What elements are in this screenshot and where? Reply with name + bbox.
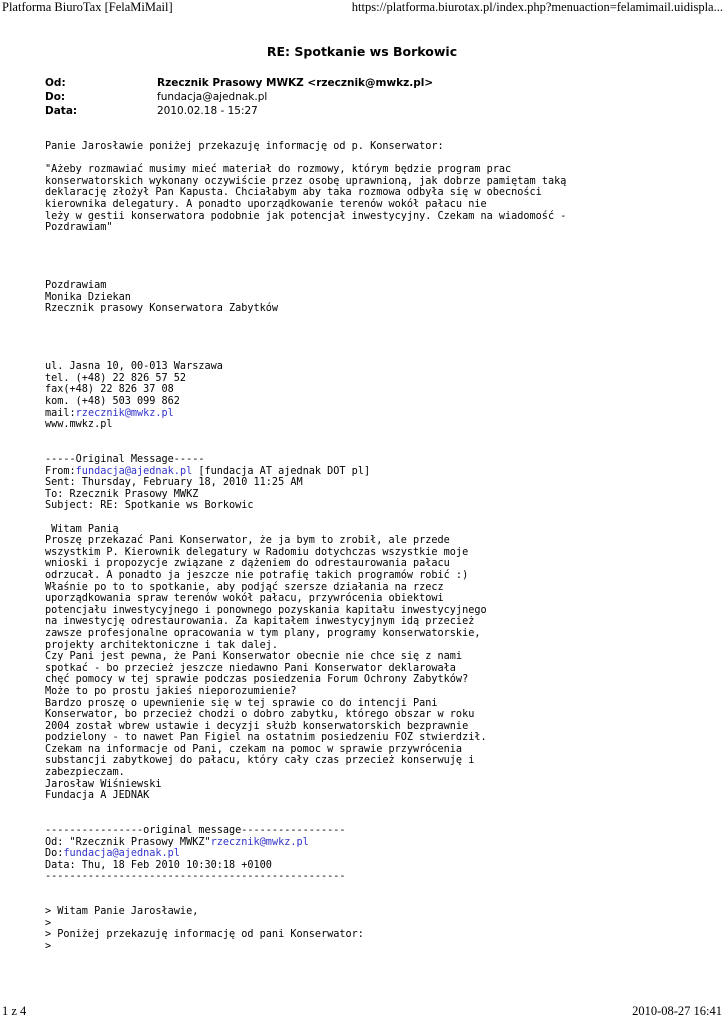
contact-mail-prefix: mail: xyxy=(45,407,76,419)
original2-date: Data: Thu, 18 Feb 2010 10:30:18 +0100 xyxy=(45,859,272,871)
reply-line: chęć pomocy w tej sprawie podczas posiedzenia Forum Ochrony Zabytków? xyxy=(45,674,469,686)
reply-line: podzielony - to nawet Pan Figiel na ostatnim posiedzeniu FOZ stwierdził. xyxy=(45,732,487,744)
original-from-prefix: From: xyxy=(45,465,76,477)
header-to-row xyxy=(45,90,433,104)
reply-line: Może to po prostu jakieś nieporozumienie? xyxy=(45,685,297,697)
contact-address: ul. Jasna 10, 00-013 Warszawa xyxy=(45,361,223,373)
original2-od-prefix: Od: "Rzecznik Prasowy MWKZ" xyxy=(45,836,211,848)
signature-line: Monika Dziekan xyxy=(45,291,131,303)
reply-line: potencjału inwestycyjnego i ponownego pozyskania kapitału inwestycyjnego xyxy=(45,604,487,616)
reply-line: Właśnie po to to spotkanie, aby podjąć szersze działania na rzecz xyxy=(45,581,444,593)
header-date-row xyxy=(45,104,433,118)
print-footer xyxy=(0,1004,724,1020)
reply-line: uporządkowania spraw terenów wokół pałacu, przywrócenia obiektowi xyxy=(45,593,444,605)
reply-line: na inwestycję odrestaurowania. Za kapitałem inwestycyjnym idą przecież xyxy=(45,616,475,628)
reply-line: zabezpieczam. xyxy=(45,767,125,779)
reply-line: Fundacja A JEDNAK xyxy=(45,790,150,802)
quote-line: leży w gestii konserwatora podobnie jak potencjał inwestycyjny. Czekam na wiadomość - xyxy=(45,210,567,222)
reply-line: Proszę przekazać Pani Konserwator, że ja bym to zrobił, ale przede xyxy=(45,535,450,547)
print-header xyxy=(0,0,724,16)
original2-do-prefix: Do: xyxy=(45,848,64,860)
contact-fax: fax(+48) 22 826 37 08 xyxy=(45,384,174,396)
header-from-row xyxy=(45,76,433,90)
signature-line: Rzecznik prasowy Konserwatora Zabytków xyxy=(45,303,279,315)
reply-line: Czekam na informacje od Pani, czekam na pomoc w sprawie przywrócenia xyxy=(45,743,463,755)
reply-line: wnioski i propozycje związane z dążeniem do odrestaurowania pałacu xyxy=(45,558,450,570)
original2-od-link[interactable]: rzecznik@mwkz.pl xyxy=(210,836,309,848)
reply-line: spotkać - bo przecież jeszcze niedawno Pani Konserwator deklarowała xyxy=(45,662,456,674)
original2-separator-bottom: ------------------------------------------------- xyxy=(45,871,346,883)
original-sent: Sent: Thursday, February 18, 2010 11:25 AM xyxy=(45,477,303,489)
quote-line: kierownika delegatury. A ponadto uporządkowanie terenów wokół pałacu nie xyxy=(45,198,487,210)
from-label: Od: xyxy=(45,77,66,89)
reply-line: Czy Pani jest pewna, że Pani Konserwator obecnie nie chce się z nami xyxy=(45,651,463,663)
print-page-title: Platforma BiuroTax [FelaMiMail] xyxy=(2,0,173,14)
quote-line: Pozdrawiam" xyxy=(45,222,113,234)
to-value: fundacja@ajednak.pl xyxy=(157,91,268,103)
reply-line: projekty architektoniczne i tak dalej. xyxy=(45,639,279,651)
original-subject: Subject: RE: Spotkanie ws Borkowic xyxy=(45,500,254,512)
contact-www: www.mwkz.pl xyxy=(45,419,113,431)
message-subject: RE: Spotkanie ws Borkowic xyxy=(266,44,458,59)
original-to: To: Rzecznik Prasowy MWKZ xyxy=(45,488,199,500)
print-page-number: 1 z 4 xyxy=(2,1004,27,1018)
contact-mobile: kom. (+48) 503 099 862 xyxy=(45,396,180,408)
original2-do-link[interactable]: fundacja@ajednak.pl xyxy=(63,848,180,860)
reply-line: Konserwator, bo przecież chodzi o dobro zabytku, którego obszar w roku xyxy=(45,709,475,721)
reply-line: wszystkim P. Kierownik delegatury w Radomiu dotychczas wszystkie moje xyxy=(45,546,469,558)
quote-line: "Ażeby rozmawiać musimy mieć materiał do rozmowy, którym będzie program prac xyxy=(45,164,512,176)
original2-separator-top: ----------------original message----------------- xyxy=(45,825,346,837)
original-separator: -----Original Message----- xyxy=(45,454,205,466)
reply-line: substancji zabytkowej do pałacu, który cały czas przecież konserwuję i xyxy=(45,755,475,767)
reply-line: Witam Panią xyxy=(45,523,119,535)
print-url: https://platforma.biurotax.pl/index.php?menuaction=felamimail.uidispla... xyxy=(351,0,723,14)
quote-line: konserwatorskich wykonany oczywiście przez osobę uprawnioną, jak dobrze pamiętam taką xyxy=(45,175,567,187)
quoted-line: > Witam Panie Jarosławie, xyxy=(45,906,199,918)
quoted-line: > Poniżej przekazuję informację od pani Konserwator: xyxy=(45,929,364,941)
reply-line: 2004 został wbrew ustawie i decyzji służb konserwatorskich bezprawnie xyxy=(45,720,469,732)
intro-text: Panie Jarosławie poniżej przekazuję informację od p. Konserwator: xyxy=(45,141,444,152)
print-datetime: 2010-08-27 16:41 xyxy=(632,1004,722,1018)
original-from-suffix: [fundacja AT ajednak DOT pl] xyxy=(192,465,371,477)
reply-line: zawsze profesjonalne opracowania w tym plany, programy konserwatorskie, xyxy=(45,627,481,639)
from-value: Rzecznik Prasowy MWKZ <rzecznik@mwkz.pl> xyxy=(157,77,434,89)
quoted-line: > xyxy=(45,940,52,952)
to-label: Do: xyxy=(45,91,66,103)
message-headers xyxy=(45,76,433,118)
contact-tel: tel. (+48) 22 826 57 52 xyxy=(45,372,187,384)
quoted-line: > xyxy=(45,917,52,929)
quote-line: deklarację złożył Pan Kapusta. Chciałabym aby taka rozmowa odbyła się w obecności xyxy=(45,187,542,199)
reply-line: odrzucał. A ponadto ja jeszcze nie potrafię takich programów robić :) xyxy=(45,569,469,581)
reply-line: Jarosław Wiśniewski xyxy=(45,778,162,790)
message-body xyxy=(45,141,715,953)
signature-line: Pozdrawiam xyxy=(45,280,107,292)
original-from-link[interactable]: fundacja@ajednak.pl xyxy=(75,465,193,477)
reply-line: Bardzo proszę o upewnienie się w tej sprawie co do intencji Pani xyxy=(45,697,438,709)
date-value: 2010.02.18 - 15:27 xyxy=(157,105,258,117)
contact-mail-link[interactable]: rzecznik@mwkz.pl xyxy=(75,407,174,419)
date-label: Data: xyxy=(45,105,78,117)
